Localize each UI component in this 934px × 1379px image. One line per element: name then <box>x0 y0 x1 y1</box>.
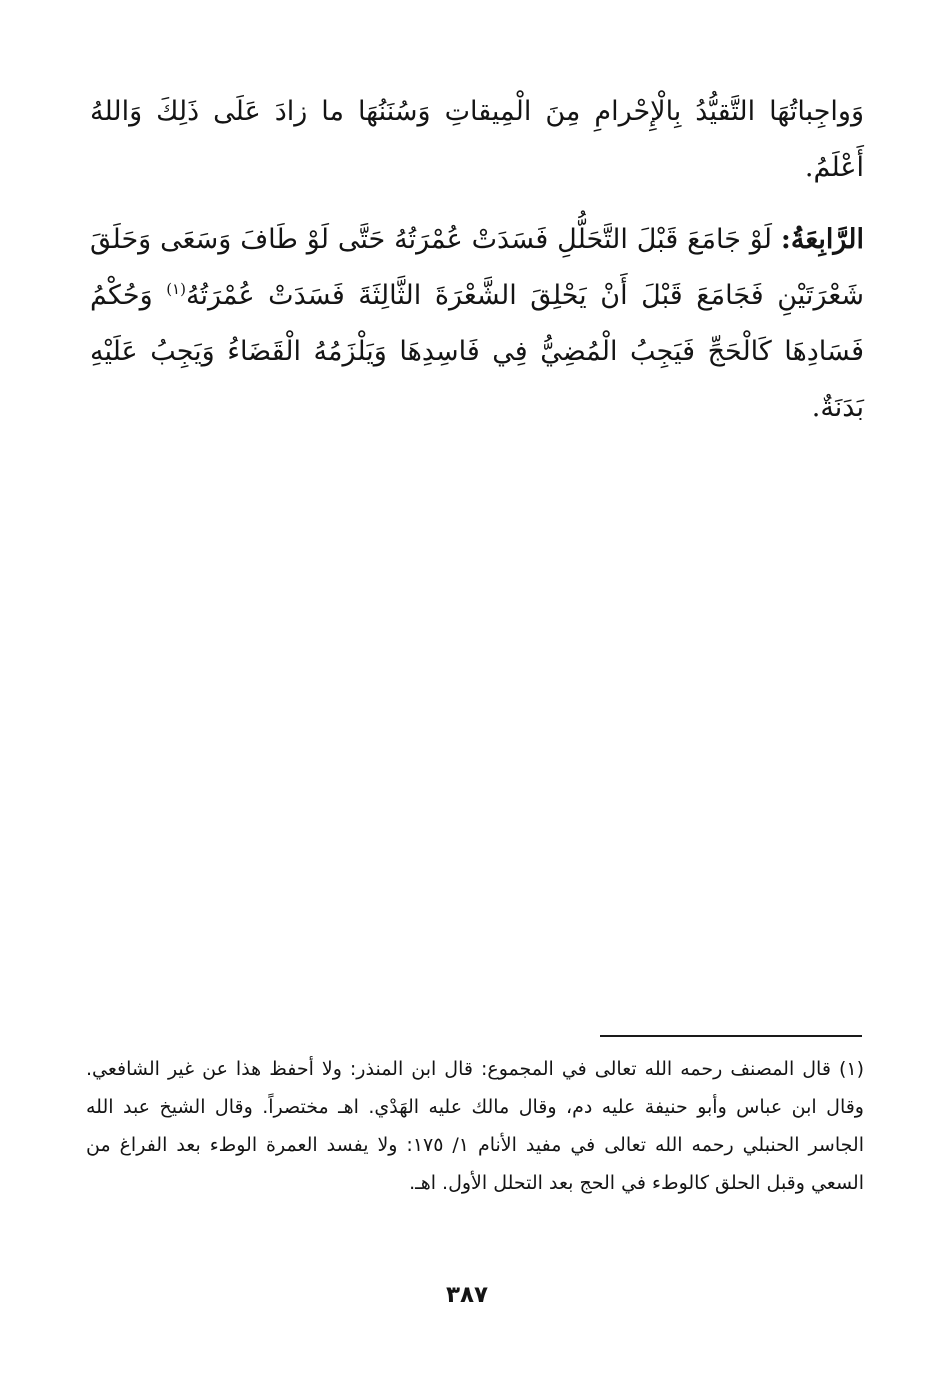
page-number: ٣٨٧ <box>445 1282 489 1308</box>
paragraph-obligations: وَواجِباتُهَا التَّقيُّدُ بِالْإِحْرامِ مِنَ الْمِيقاتِ وَسُنَنُهَا ما زادَ عَلَى ذَلِكَ وَاللهُ أَعْلَمُ. <box>90 96 864 183</box>
footnote-reference[interactable]: (١) <box>166 280 186 298</box>
main-text-block <box>90 84 864 436</box>
paragraph-body: لَوْ جَامَعَ قَبْلَ التَّحَلُّلِ فَسَدَتْ عُمْرَتُهُ حَتَّى لَوْ طَافَ وَسَعَى وَحَلَقَ شَعْرَتَيْنِ فَجَامَعَ قَبْلَ أَنْ يَحْلِقَ الشَّعْرَةَ الثَّالِثَةَ فَسَدَتْ عُمْرَتُهُ <box>90 224 864 311</box>
footnote-text: (١) قال المصنف رحمه الله تعالى في المجموع: قال ابن المنذر: ولا أحفظ هذا عن غير الشافعي. وقال ابن عباس وأبو حنيفة عليه دم، وقال مالك عليه الهَدْي. اهـ مختصراً. وقال الشيخ عبد الله الجاسر الحنبلي رحمه الله تعالى في مفيد الأنام ١/ ١٧٥: ولا يفسد العمرة الوطء بعد الفراغ من السعي وقبل الحلق كالوطء في الحج بعد التحلل الأول. اهـ. <box>86 1058 864 1194</box>
paragraph-fourth-issue <box>90 212 864 436</box>
paragraph-lead-word: الرَّابِعَةُ: <box>780 224 864 255</box>
footnote-separator <box>600 1035 862 1037</box>
paragraph-tail: وَحُكْمُ فَسَادِهَا كَالْحَجِّ فَيَجِبُ الْمُضِيُّ فِي فَاسِدِهَا وَيَلْزَمُهُ الْقَضَاءُ وَيَجِبُ عَلَيْهِ بَدَنَةٌ. <box>90 280 864 423</box>
